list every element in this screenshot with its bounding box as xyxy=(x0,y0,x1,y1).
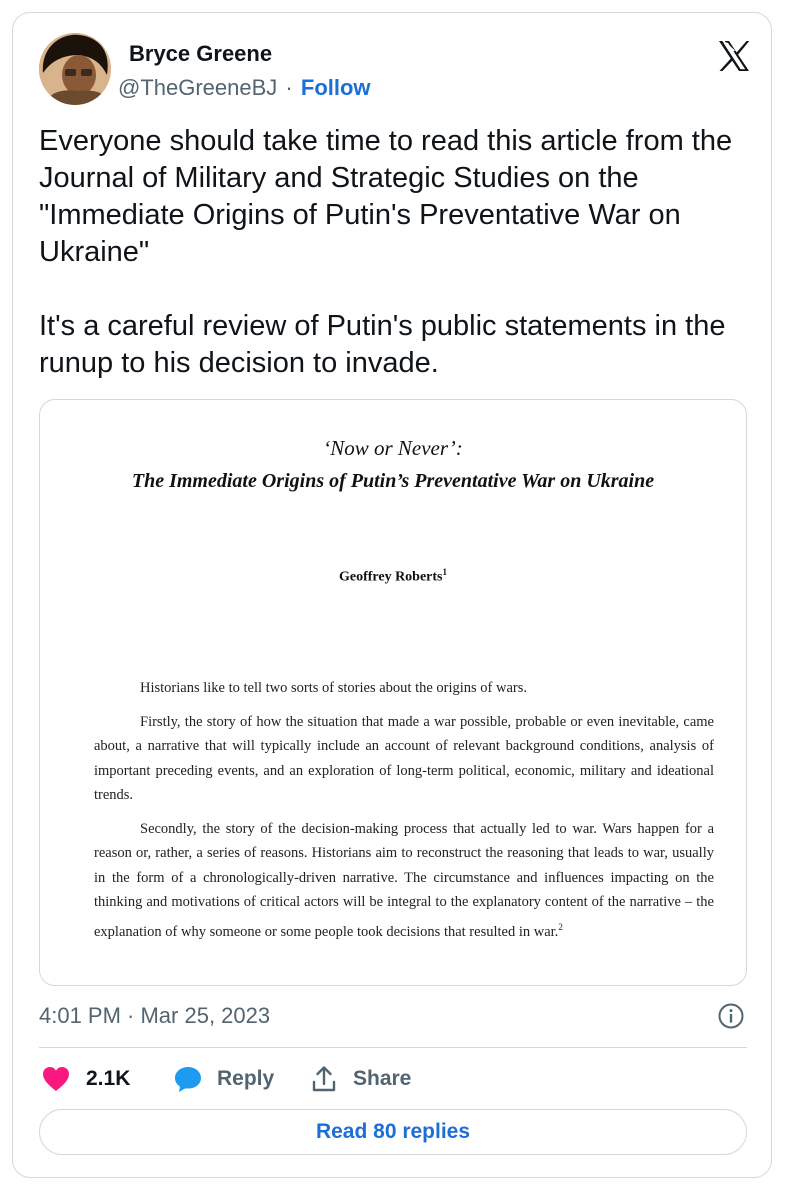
avatar[interactable] xyxy=(39,33,111,105)
tweet-text xyxy=(39,123,739,382)
heart-icon xyxy=(41,1065,71,1093)
tweet-paragraph: Everyone should take time to read this article from the Journal of Military and Strategic Studies on the "Immediate Origins of Putin's Preventative War on Ukraine" xyxy=(39,125,733,268)
x-logo-icon[interactable] xyxy=(717,39,751,73)
article-paragraph: Firstly, the story of how the situation that made a war possible, probable or even inevitable, came about, a narrative that will typically include an account of relevant background conditions, analysis of important preceding events, and an exploration of long-term political, economic, military and ideational trends. xyxy=(94,713,714,803)
article-paragraph xyxy=(94,817,714,944)
handle-row xyxy=(118,75,371,101)
tweet-timestamp[interactable]: 4:01 PM · Mar 25, 2023 xyxy=(39,1003,271,1028)
article-author xyxy=(40,567,746,586)
reply-button[interactable] xyxy=(173,1061,274,1097)
share-icon xyxy=(311,1065,337,1093)
avatar-image xyxy=(39,33,111,105)
footnote-marker: 1 xyxy=(442,567,448,577)
article-paragraph-text: Secondly, the story of the decision-making process that actually led to war. Wars happen for a reason or, rather, a series of reasons. Historians aim to reconstruct the reasoning that leads to war, usually in the form of a chronologically-driven narrative. The circumstance and influences impacting on the thinking and motivations of critical actors will be integral to the explanatory content of the narrative – the explanation of why someone or some people took decisions that resulted in war. xyxy=(94,820,714,940)
article-author-name: Geoffrey Roberts xyxy=(338,569,443,585)
reply-label: Reply xyxy=(217,1067,275,1090)
info-icon[interactable] xyxy=(717,1002,745,1030)
divider xyxy=(39,1047,747,1048)
article-kicker: ‘Now or Never’: xyxy=(323,436,463,460)
read-replies-button[interactable]: Read 80 replies xyxy=(39,1109,747,1155)
embedded-article-image[interactable] xyxy=(39,399,747,986)
tweet-paragraph: It's a careful review of Putin's public statements in the runup to his decision to invade. xyxy=(39,310,726,379)
article-title: The Immediate Origins of Putin’s Preventative War on Ukraine xyxy=(131,470,655,492)
article-paragraph: Historians like to tell two sorts of stories about the origins of wars. xyxy=(140,680,528,696)
follow-button[interactable]: Follow xyxy=(300,75,371,100)
author-handle[interactable]: @TheGreeneBJ xyxy=(118,75,278,100)
like-button[interactable] xyxy=(41,1061,130,1097)
share-label: Share xyxy=(353,1067,412,1090)
like-count: 2.1K xyxy=(86,1067,131,1090)
share-button[interactable] xyxy=(311,1061,411,1097)
tweet-card xyxy=(12,12,772,1178)
speech-bubble-icon xyxy=(173,1065,203,1093)
handle-separator: · xyxy=(285,75,293,100)
article-body xyxy=(94,676,714,953)
author-name[interactable]: Bryce Greene xyxy=(129,41,273,66)
footnote-marker: 2 xyxy=(558,921,563,932)
